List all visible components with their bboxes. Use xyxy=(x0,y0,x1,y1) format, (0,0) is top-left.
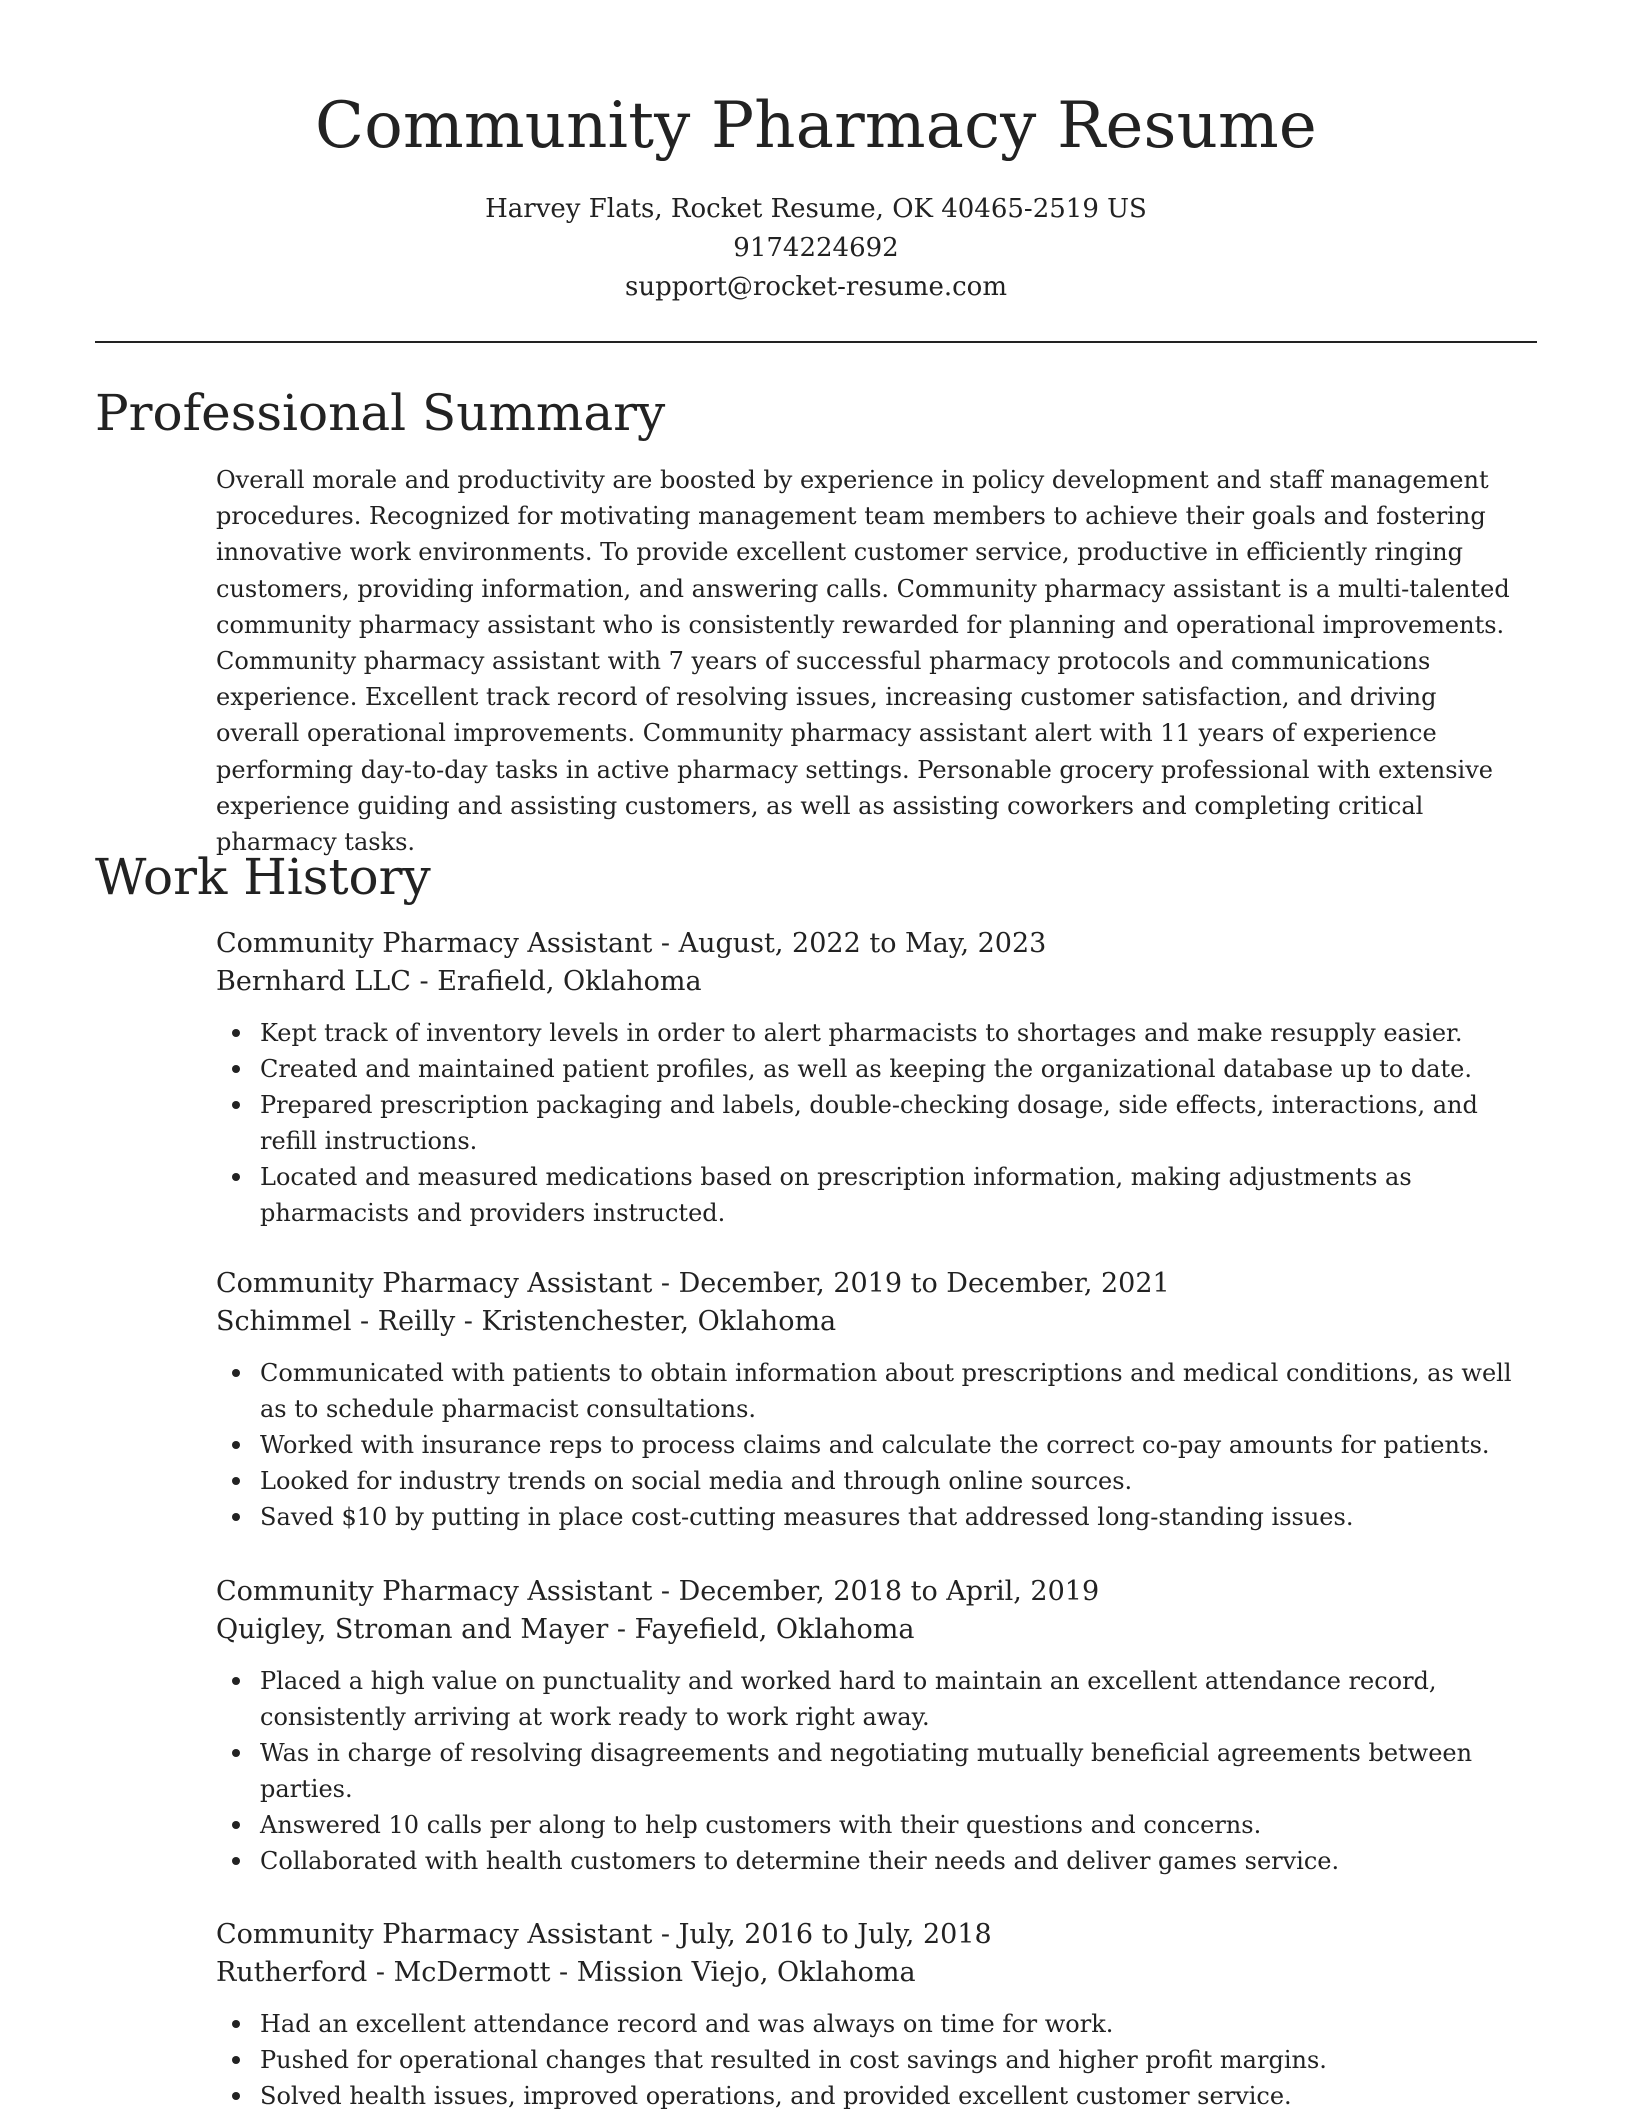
contact-address: Harvey Flats, Rocket Resume, OK 40465-2519 US xyxy=(485,194,1147,224)
job-employer: Rutherford - McDermott xyxy=(216,1957,551,1988)
job-dates: - December, 2018 to April, 2019 xyxy=(652,1576,1100,1607)
job-dates: - July, 2016 to July, 2018 xyxy=(652,1919,992,1950)
job-bullet: Pushed for operational changes that resulted in cost savings and higher profit margins. xyxy=(216,2042,1526,2078)
contact-email: support@rocket-resume.com xyxy=(624,272,1007,302)
job-bullet: Located and measured medications based on prescription information, making adjustments as pharmacists and providers instructed. xyxy=(216,1159,1526,1231)
job-bullet: Prepared prescription packaging and labels, double-checking dosage, side effects, interactions, and refill instructions. xyxy=(216,1087,1526,1159)
job-employer-line xyxy=(216,1611,1526,1649)
job-bullet: Was in charge of resolving disagreements and negotiating mutually beneficial agreements between parties. xyxy=(216,1735,1526,1807)
job-entry xyxy=(216,925,1526,1231)
job-bullet: Solved health issues, improved operations, and provided excellent customer service. xyxy=(216,2078,1526,2114)
section-heading-work-history: Work History xyxy=(95,848,431,906)
job-title-line xyxy=(216,1573,1526,1611)
job-title: Community Pharmacy Assistant xyxy=(216,928,653,959)
job-title: Community Pharmacy Assistant xyxy=(216,1919,653,1950)
job-employer: Bernhard LLC xyxy=(216,966,411,997)
job-bullet: Saved $10 by putting in place cost-cutting measures that addressed long-standing issues. xyxy=(216,1499,1526,1535)
job-bullets xyxy=(216,1355,1526,1535)
section-heading-summary: Professional Summary xyxy=(95,384,666,442)
job-employer-line xyxy=(216,1954,1526,1992)
job-bullet: Worked with insurance reps to process claims and calculate the correct co-pay amounts for patients. xyxy=(216,1427,1526,1463)
header-divider xyxy=(95,341,1537,343)
job-location: - Kristenchester, Oklahoma xyxy=(455,1306,837,1337)
job-employer: Quigley, Stroman and Mayer xyxy=(216,1614,609,1645)
job-entry xyxy=(216,1265,1526,1535)
job-entry xyxy=(216,1916,1526,2114)
job-bullet: Looked for industry trends on social media and through online sources. xyxy=(216,1463,1526,1499)
job-bullet: Communicated with patients to obtain information about prescriptions and medical conditions, as well as to schedule pharmacist consultations. xyxy=(216,1355,1526,1427)
job-employer: Schimmel - Reilly xyxy=(216,1306,456,1337)
job-bullet: Kept track of inventory levels in order to alert pharmacists to shortages and make resupply easier. xyxy=(216,1015,1526,1051)
job-bullet: Collaborated with health customers to determine their needs and deliver games service. xyxy=(216,1843,1526,1879)
contact-info xyxy=(95,190,1537,307)
job-dates: - August, 2022 to May, 2023 xyxy=(652,928,1047,959)
job-bullets xyxy=(216,2006,1526,2114)
job-location: - Fayefield, Oklahoma xyxy=(608,1614,915,1645)
job-bullet: Placed a high value on punctuality and worked hard to maintain an excellent attendance record, consistently arriving at work ready to work right away. xyxy=(216,1663,1526,1735)
job-location: - Mission Viejo, Oklahoma xyxy=(550,1957,916,1988)
job-title-line xyxy=(216,1265,1526,1303)
job-bullet: Had an excellent attendance record and was always on time for work. xyxy=(216,2006,1526,2042)
summary-text: Overall morale and productivity are boosted by experience in policy development and staff management procedures. Recognized for motivating management team members to achieve their goals and fostering innovative work environments. To provide excellent customer service, productive in efficiently ringing customers, providing information, and answering calls. Community pharmacy assistant is a multi-talented community pharmacy assistant who is consistently rewarded for planning and operational improvements. Community pharmacy assistant with 7 years of successful pharmacy protocols and communications experience. Excellent track record of resolving issues, increasing customer satisfaction, and driving overall operational improvements. Community pharmacy assistant alert with 11 years of experience performing day-to-day tasks in active pharmacy settings. Personable grocery professional with extensive experience guiding and assisting customers, as well as assisting coworkers and completing critical pharmacy tasks. xyxy=(216,466,1510,857)
job-location: - Erafield, Oklahoma xyxy=(410,966,702,997)
job-employer-line xyxy=(216,963,1526,1001)
resume-header xyxy=(95,82,1537,307)
job-bullets xyxy=(216,1663,1526,1879)
contact-phone: 9174224692 xyxy=(733,233,899,263)
job-bullets xyxy=(216,1015,1526,1231)
job-bullet: Answered 10 calls per along to help customers with their questions and concerns. xyxy=(216,1807,1526,1843)
job-bullet: Created and maintained patient profiles, as well as keeping the organizational database up to date. xyxy=(216,1051,1526,1087)
job-title: Community Pharmacy Assistant xyxy=(216,1268,653,1299)
job-title-line xyxy=(216,1916,1526,1954)
job-title-line xyxy=(216,925,1526,963)
job-dates: - December, 2019 to December, 2021 xyxy=(652,1268,1170,1299)
resume-title: Community Pharmacy Resume xyxy=(315,89,1317,163)
job-title: Community Pharmacy Assistant xyxy=(216,1576,653,1607)
job-entry xyxy=(216,1573,1526,1879)
job-employer-line xyxy=(216,1303,1526,1341)
